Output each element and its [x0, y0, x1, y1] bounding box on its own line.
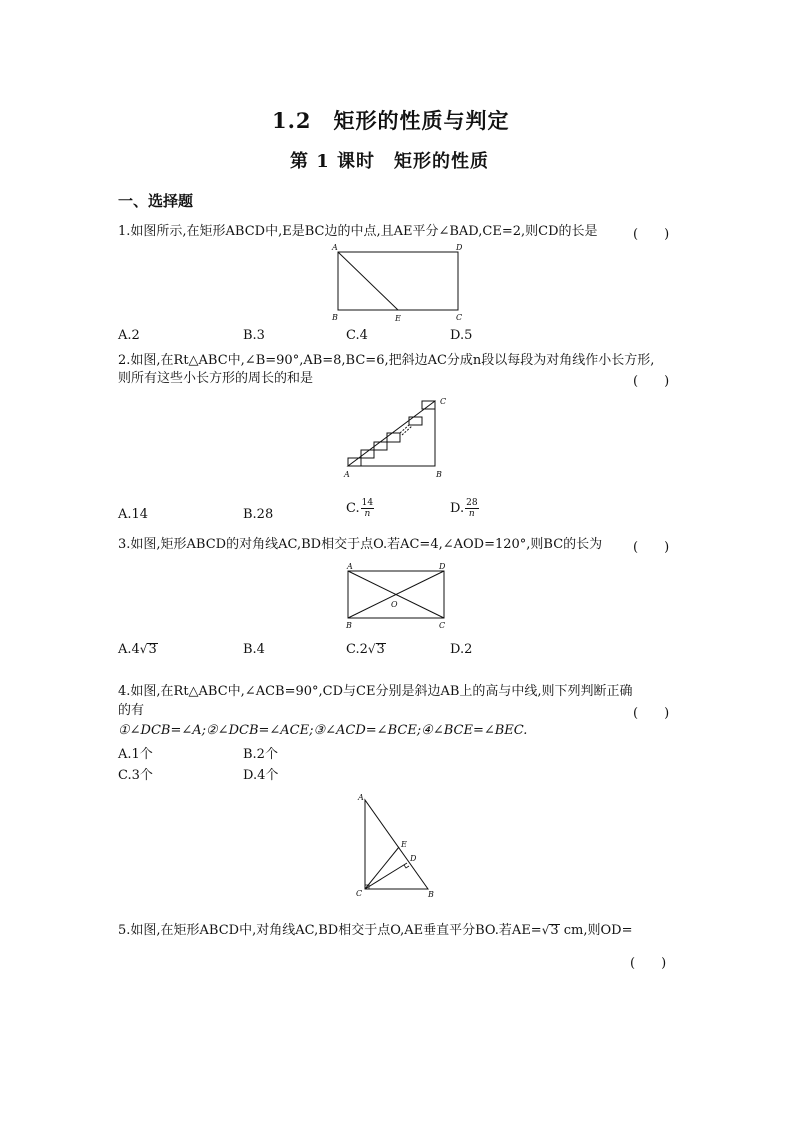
label-a: A	[344, 470, 350, 479]
rectangle-abcd	[338, 252, 458, 310]
label-b: B	[436, 470, 442, 479]
page-title: 1.2 矩形的性质与判定	[272, 108, 510, 133]
label-d: D	[456, 243, 463, 252]
label-a: A	[332, 243, 338, 252]
label-c: C	[356, 889, 363, 898]
label-d: D	[410, 854, 417, 863]
label-e: E	[395, 314, 401, 323]
question-1-figure	[330, 243, 470, 327]
question-3-figure	[340, 560, 455, 632]
label-e: E	[401, 840, 407, 849]
label-c: C	[439, 621, 446, 630]
page-subtitle: 第 1 课时 矩形的性质	[290, 151, 490, 172]
question-3-stem: 3.如图,矩形ABCD的对角线AC,BD相交于点O.若AC=4,∠AOD=120°,则BC的长为	[118, 537, 603, 552]
question-1-option-d[interactable]: D.5	[450, 328, 473, 343]
question-4-option-a[interactable]: A.1个	[118, 747, 153, 762]
question-2-option-a[interactable]: A.14	[118, 507, 149, 522]
right-angle-mark-d	[404, 865, 409, 868]
label-b: B	[428, 890, 434, 899]
question-3-option-c[interactable]: C.2√3	[346, 642, 385, 657]
triangle-abc	[365, 800, 428, 889]
question-4-stem-line-1: 4.如图,在Rt△ABC中,∠ACB=90°,CD与CE分别是斜边AB上的高与中线,则下列判断正确	[118, 684, 633, 699]
altitude-cd	[365, 863, 407, 889]
label-o: O	[391, 600, 398, 609]
question-4-stem-line-2: 的有	[118, 703, 145, 718]
question-3-option-a[interactable]: A.4√3	[118, 642, 157, 657]
question-4-figure	[348, 790, 448, 900]
label-a: A	[358, 793, 364, 802]
question-4-option-d[interactable]: D.4个	[243, 768, 279, 783]
question-1-option-a[interactable]: A.2	[118, 328, 140, 343]
segment-ae	[338, 252, 398, 310]
question-3-option-d[interactable]: D.2	[450, 642, 473, 657]
question-3-option-b[interactable]: B.4	[243, 642, 265, 657]
label-a: A	[347, 562, 353, 571]
question-1-answer-bracket: ( )	[633, 227, 670, 242]
question-1-option-b[interactable]: B.3	[243, 328, 265, 343]
question-2-option-c[interactable]: C. $\frac{14}{n}$	[346, 498, 374, 519]
question-2-stem-line-1: 2.如图,在Rt△ABC中,∠B=90°,AB=8,BC=6,把斜边AC分成n段以每段为对角线作小长方形,	[118, 353, 655, 368]
question-1-stem: 1.如图所示,在矩形ABCD中,E是BC边的中点,且AE平分∠BAD,CE=2,则CD的长是	[118, 224, 598, 239]
question-2-option-b[interactable]: B.28	[243, 507, 274, 522]
median-ce	[365, 847, 399, 889]
question-2-stem-line-2: 则所有这些小长方形的周长的和是	[118, 371, 314, 386]
question-2-option-d[interactable]: D. $\frac{28}{n}$	[450, 498, 478, 519]
question-3-answer-bracket: ( )	[633, 540, 670, 555]
section-heading: 一、选择题	[118, 192, 194, 210]
label-c: C	[456, 313, 463, 322]
question-4-option-c[interactable]: C.3个	[118, 768, 153, 783]
question-4-answer-bracket: ( )	[633, 706, 670, 721]
question-4-statements: ①∠DCB=∠A;②∠DCB=∠ACE;③∠ACD=∠BCE;④∠BCE=∠BEC.	[118, 723, 528, 738]
label-b: B	[332, 313, 338, 322]
question-1-option-c[interactable]: C.4	[346, 328, 368, 343]
label-d: D	[439, 562, 446, 571]
question-5-stem: 5.如图,在矩形ABCD中,对角线AC,BD相交于点O,AE垂直平分BO.若AE=√3 cm,则OD=	[118, 923, 633, 938]
question-2-figure	[340, 396, 460, 482]
question-4-option-b[interactable]: B.2个	[243, 747, 278, 762]
question-5-answer-bracket: ( )	[630, 956, 667, 971]
label-c: C	[440, 397, 447, 406]
label-b: B	[346, 621, 352, 630]
question-2-answer-bracket: ( )	[633, 374, 670, 389]
